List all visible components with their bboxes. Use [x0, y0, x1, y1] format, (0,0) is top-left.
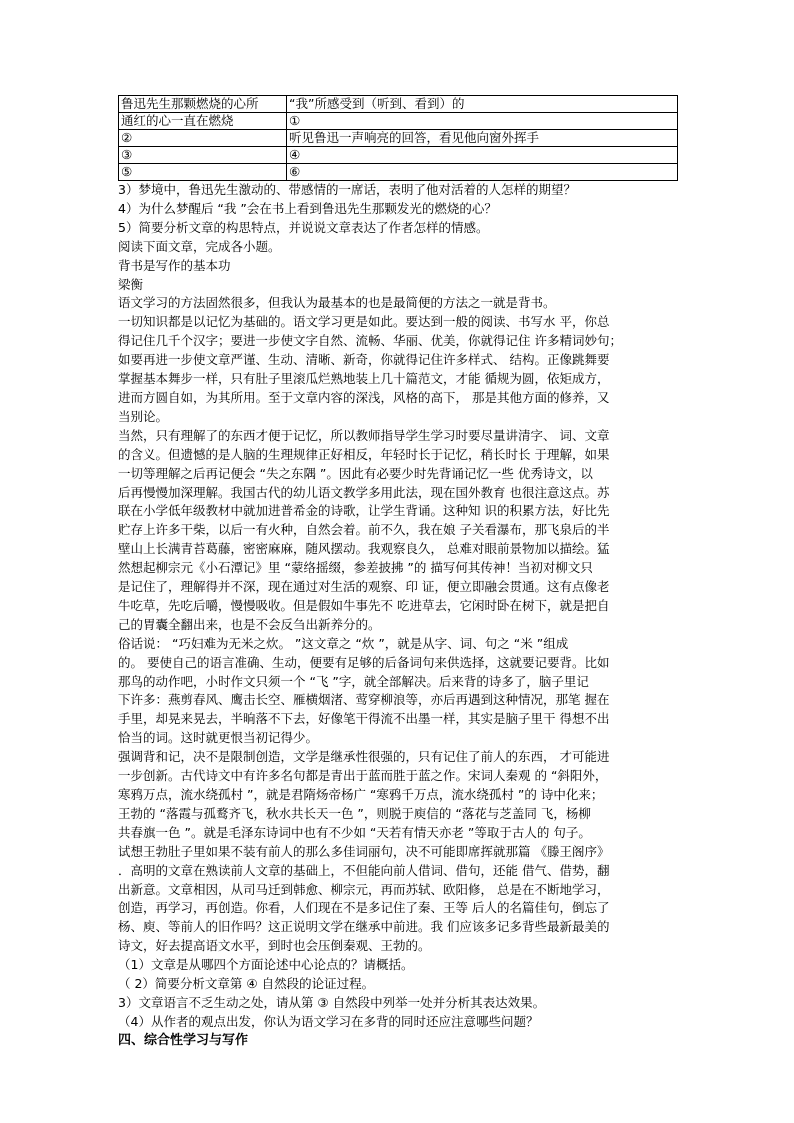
- paragraph-line: 一切等理解之后再记便会 “失之东隅 ”。因此有必要少时先背诵记忆一些 优秀诗文，以: [118, 465, 593, 481]
- table-cell: ④: [287, 147, 678, 164]
- table-cell: ③: [119, 147, 287, 164]
- paragraph-line: 当然，只有理解了的东西才便于记忆，所以教师指导学生学习时要尽量讲清字、 词、文章: [118, 427, 610, 443]
- table-cell: 鲁迅先生那颗燃烧的心所: [119, 96, 287, 113]
- paragraph-line: 壁山上长满青苔葛藤，密密麻麻，随风摆动。我观察良久， 总难对眼前景物加以描绘。猛: [118, 541, 610, 557]
- paragraph-line: 当别论。: [118, 408, 169, 424]
- question-line: （4）从作者的观点出发，你认为语文学习在多背的同时还应注意哪些问题？: [118, 1013, 539, 1029]
- paragraph-line: 如要再进一步使文章严谨、生动、清晰、新奇，你就得记住许多样式、 结构。正像跳舞要: [118, 352, 610, 368]
- paragraph-line: 然想起柳宗元《小石潭记》里 “蒙络摇缀，参差披拂 ”的 描写何其传神！当初对柳文只: [118, 560, 593, 576]
- paragraph-line: 后再慢慢加深理解。我国古代的幼儿语文教学多用此法，现在国外教育 也很注意这点。苏: [118, 484, 610, 500]
- paragraph-line: 己的胃囊全翻出来，也是不会反刍出新养分的。: [118, 616, 381, 632]
- paragraph-line: 创造，再学习，再创造。你看，人们现在不是多记住了秦、王等 后人的名篇佳句，倒忘了: [118, 900, 610, 916]
- body-text: [118, 181, 678, 1051]
- section-heading: 四、综合性学习与写作: [118, 1032, 249, 1048]
- paragraph-line: 下许多：燕剪春风、鹰击长空、雁横烟渚、莺穿柳浪等，亦后再遇到这种情况，那笔 握在: [118, 692, 610, 708]
- paragraph-line: 出新意。文章相因，从司马迁到韩愈、柳宗元，再而苏轼、欧阳修， 总是在不断地学习，: [118, 881, 610, 897]
- paragraph-line: 强调背和记，决不是限制创造，文学是继承性很强的，只有记住了前人的东西， 才可能进: [118, 749, 610, 765]
- table-cell: ①: [287, 113, 678, 130]
- paragraph-line: 试想王勃肚子里如果不装有前人的那么多佳词丽句，决不可能即席挥就那篇 《滕王阁序》: [118, 843, 610, 859]
- table-cell: ⑤: [119, 164, 287, 181]
- paragraph-line: 一切知识都是以记忆为基础的。语文学习更是如此。要达到一般的阅读、书写水 平，你总: [118, 314, 610, 330]
- table-cell: ②: [119, 130, 287, 147]
- paragraph-line: 俗话说： “巧妇难为无米之炊。 ”这文章之 “炊 ”，就是从字、词、句之 “米 ”组成: [118, 635, 569, 651]
- paragraph-line: 那鸟的动作吧，小时作文只须一个 “飞 ”字，就全部解决。后来背的诗多了，脑子里记: [118, 673, 589, 689]
- paragraph-line: 联在小学低年级教材中就加进普希金的诗歌，让学生背诵。这种知 识的积累方法，好比先: [118, 503, 610, 519]
- article-author: 梁衡: [118, 276, 144, 292]
- table-cell: “我”所感受到（听到、看到）的: [287, 96, 678, 113]
- paragraph-line: 杨、庾、等前人的旧作吗？这正说明文学在继承中前进。我 们应该多记多背些最新最美的: [118, 919, 610, 935]
- table-row: [119, 113, 678, 130]
- paragraph-line: ．高明的文章在熟读前人文章的基础上，不但能向前人借词、借句，还能 借气、借势，翻: [118, 862, 610, 878]
- paragraph-line: 的。 要使自己的语言准确、生动，便要有足够的后备词句来供选择，这就要记要背。比如: [118, 654, 610, 670]
- paragraph-line: 恰当的词。这时就更恨当初记得少。: [118, 730, 319, 746]
- table-cell: 通红的心一直在燃烧: [119, 113, 287, 130]
- table-cell: 听见鲁迅一声响亮的回答，看见他向窗外挥手: [287, 130, 678, 147]
- comparison-table: [118, 95, 678, 181]
- instruction-line: 阅读下面文章，完成各小题。: [118, 238, 281, 254]
- paragraph-line: 语文学习的方法固然很多，但我认为最基本的也是最简便的方法之一就是背书。: [118, 295, 556, 311]
- table-row: [119, 164, 678, 181]
- question-line: 5）简要分析文章的构思特点，并说说文章表达了作者怎样的情感。: [118, 219, 489, 235]
- paragraph-line: 手里，却晃来晃去，半晌落不下去，好像笔干得流不出墨一样，其实是脑子里干 得想不出: [118, 711, 610, 727]
- paragraph-line: 诗文，好去提高语文水平，到时也会压倒秦观、王勃的。: [118, 938, 431, 954]
- paragraph-line: 得记住几千个汉字；要进一步使文字自然、流畅、华丽、优美，你就得记住 许多精词妙句；: [118, 333, 622, 349]
- paragraph-line: 进而方圆自如，为其所用。至于文章内容的深浅，风格的高下， 那是其他方面的修养，又: [118, 389, 610, 405]
- document-page: [118, 95, 678, 1051]
- paragraph-line: 贮存上许多干柴，以后一有火种，自然会着。前不久，我在娘 子关看瀑布，那飞泉后的半: [118, 522, 610, 538]
- table-row: [119, 96, 678, 113]
- article-title: 背书是写作的基本功: [118, 257, 231, 273]
- paragraph-line: 牛吃草，先吃后嚼，慢慢吸收。但是假如牛事先不 吃进草去，它闲时卧在树下，就是把自: [118, 597, 610, 613]
- paragraph-line: 寒鸦万点，流水绕孤村 ”，就是君隋炀帝杨广 “寒鸦千万点，流水绕孤村 ”的 诗中化来；: [118, 787, 604, 802]
- table-row: [119, 130, 678, 147]
- paragraph-line: 是记住了，理解得并不深，现在通过对生活的观察、印 证，便立即融会贯通。这有点像老: [118, 579, 610, 595]
- question-line: （1）文章是从哪四个方面论述中心论点的？请概括。: [118, 957, 414, 973]
- paragraph-line: 王勃的 “落霞与孤鹜齐飞，秋水共长天一色 ”，则脱于庾信的 “落花与芝盖同 飞，杨柳: [118, 805, 591, 821]
- paragraph-line: 共春旗一色 ”。就是毛泽东诗词中也有不少如 “天若有情天亦老 ”等取于古人的 句子。: [118, 824, 591, 840]
- paragraph-line: 掌握基本舞步一样，只有肚子里滚瓜烂熟地装上几十篇范文，才能 循规为圆，依矩成方，: [118, 371, 610, 387]
- question-line: 3）梦境中，鲁迅先生激动的、带感情的一席话，表明了他对活着的人怎样的期望？: [118, 182, 576, 197]
- paragraph-line: 一步创新。古代诗文中有许多名句都是青出于蓝而胜于蓝之作。宋词人秦观 的 “斜阳外，: [118, 768, 608, 784]
- question-line: 4）为什么梦醒后 “我 ”会在书上看到鲁迅先生那颗发光的燃烧的心？: [118, 200, 497, 216]
- paragraph-line: 的含义。但遗憾的是人脑的生理规律正好相反，年轻时长于记忆，稍长时长 于理解，如果: [118, 446, 610, 462]
- table-row: [119, 147, 678, 164]
- question-line: 3）文章语言不乏生动之处，请从第 ③ 自然段中列举一处并分析其表达效果。: [118, 994, 546, 1010]
- table-cell: ⑥: [287, 164, 678, 181]
- question-line: （ 2）简要分析文章第 ④ 自然段的论证过程。: [118, 976, 375, 992]
